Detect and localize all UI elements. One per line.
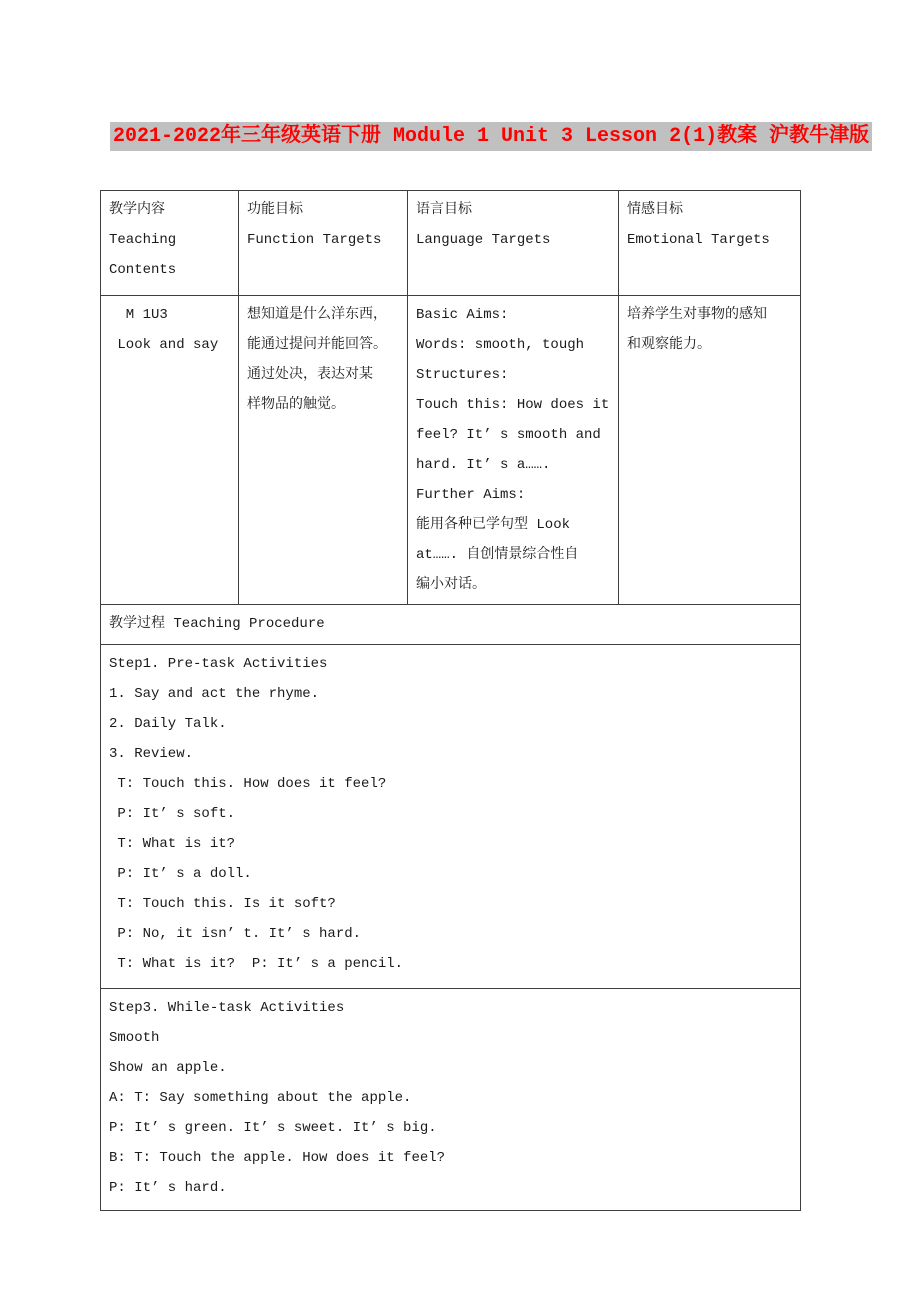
teaching-procedure-label: 教学过程 Teaching Procedure [109, 616, 325, 632]
document-title: 2021-2022年三年级英语下册 Module 1 Unit 3 Lesson 2(1)教案 沪教牛津版 [110, 122, 872, 151]
lesson-content-row [101, 296, 801, 605]
step1-pretask-cell: Step1. Pre-task Activities 1. Say and act the rhyme. 2. Daily Talk. 3. Review. T: Touch this. How does it feel? P: It’ s soft. T: What is it? P: It’ s a doll. T: Touch this. Is it soft? P: No, it isn’ t. It’ s hard. T: What is it? P: It’ s a pencil. [101, 645, 801, 989]
header-cell-teaching-contents: 教学内容 Teaching Contents [101, 191, 239, 296]
step3-whiletask-row [101, 989, 801, 1211]
cell-lesson-emotional-targets: 培养学生对事物的感知 和观察能力。 [619, 296, 801, 605]
cell-lesson-function-targets: 想知道是什么洋东西， 能通过提问并能回答。 通过处决，表达对某 样物品的触觉。 [239, 296, 408, 605]
step3-whiletask-cell: Step3. While-task Activities Smooth Show an apple. A: T: Say something about the apple. P: It’ s green. It’ s sweet. It’ s big. B: T: Touch the apple. How does it feel? P: It’ s hard. [101, 989, 801, 1211]
cell-lesson-teaching-contents: M 1U3 Look and say [101, 296, 239, 605]
table-header-row [101, 191, 801, 296]
header-cell-language-targets: 语言目标 Language Targets [408, 191, 619, 296]
header-cell-function-targets: 功能目标 Function Targets [239, 191, 408, 296]
header-cell-emotional-targets: 情感目标 Emotional Targets [619, 191, 801, 296]
lesson-plan-table [100, 190, 801, 1211]
cell-lesson-language-targets: Basic Aims: Words: smooth, tough Structures: Touch this: How does it feel? It’ s smooth and hard. It’ s a……. Further Aims: 能用各种已学句型 Look at……. 自创情景综合性自 编小对话。 [408, 296, 619, 605]
teaching-procedure-row [101, 605, 801, 645]
step1-pretask-row [101, 645, 801, 989]
teaching-procedure-header-cell [101, 605, 801, 645]
